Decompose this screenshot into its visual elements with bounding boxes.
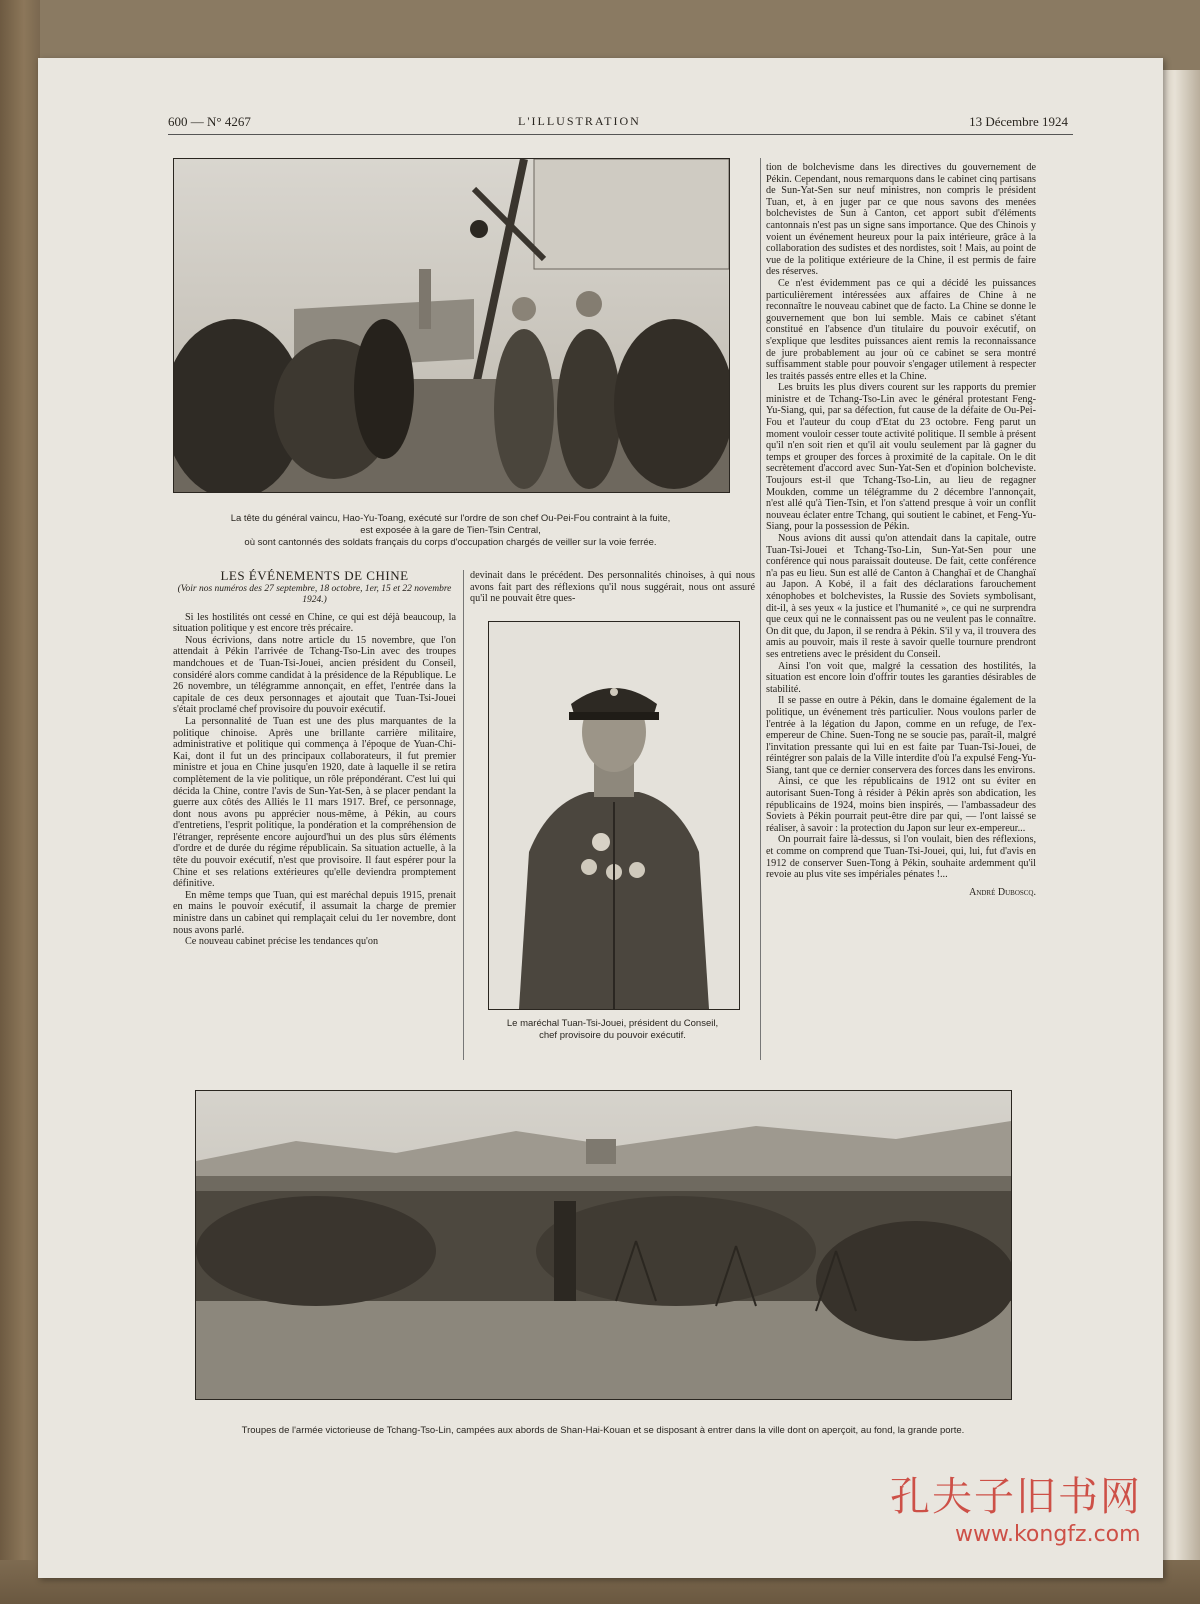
magazine-page bbox=[38, 58, 1163, 1578]
table-surface-left bbox=[0, 0, 40, 1604]
article-paragraph: On pourrait faire là-dessus, si l'on voulait, bien des réflexions, et comme on comprend que Tuan-Tsi-Jouei, qui, lui, fut d'avis en 1912 de conserver Suen-Tong à Pékin, souhaite ardemment qu'il revoie au plus vite ses impériales pénates !... bbox=[766, 834, 1036, 881]
photo1-caption-line: La tête du général vaincu, Hao-Yu-Toang, exécuté sur l'ordre de son chef Ou-Pei-Fou contraint à la fuite, bbox=[230, 513, 671, 524]
masthead: L'ILLUSTRATION bbox=[518, 114, 641, 128]
photo-tien-tsin-station bbox=[173, 158, 730, 493]
article-title: LES ÉVÉNEMENTS DE CHINE bbox=[220, 568, 409, 583]
article-paragraph: Ce n'est évidemment pas ce qui a décidé les puissances particulièrement intéressées aux affaires de Chine à ne reconnaître le nouveau cabinet que de facto. La Chine se donne le gouvernement que bon lui semble. Mais ce cabinet s'étant constitué en l'absence d'un titulaire du pouvoir exécutif, on s'explique que lesdites puissances aient remis la reconnaissance de jure probablement au jour où ce cabinet se sera montré suffisamment stable pour pouvoir s'engager utilement à respecter les traités passés entre elles et la Chine. bbox=[766, 277, 1036, 382]
photo1-caption-line: est exposée à la gare de Tien-Tsin Central, bbox=[360, 525, 541, 536]
article-paragraph: La personnalité de Tuan est une des plus marquantes de la politique chinoise. Après une brillante carrière militaire, administrative et politique qui commença à l'époque de Yuan-Chi-Kai, dont il fut un des principaux collaborateurs, il fut premier ministre et joua en Chine jusqu'en 1920, date à laquelle il se retira complètement de la vie politique, un rôle prépondérant. C'est lui qui décida la Chine, contre l'avis de Sun-Yat-Sen, à se placer pendant la guerre aux côtés des Alliés le 11 mars 1917. Bref, ce personnage, dont nous avons pu apprécier nous-même, à Pékin, au cours d'entretiens, l'esprit politique, la pondération et la compréhension de l'étranger, représente encore aujourd'hui un des plus sûrs éléments d'ordre et de durée du régime républicain. Sa situation actuelle, à la tête du pouvoir exécutif, n'est que provisoire. Il faut espérer pour la Chine et ses relations extérieures qu'elle deviendra promptement définitive. bbox=[173, 715, 456, 890]
column-divider bbox=[760, 158, 761, 1060]
photo-marshal-image bbox=[489, 622, 739, 1009]
photo2-caption-line: chef provisoire du pouvoir exécutif. bbox=[539, 1030, 686, 1041]
photo-marshal-portrait bbox=[488, 621, 740, 1010]
author-signature: André Duboscq. bbox=[969, 886, 1036, 898]
header-rule bbox=[168, 134, 1073, 135]
article-paragraph: Si les hostilités ont cessé en Chine, ce qui est déjà beaucoup, la situation politique y est encore très précaire. bbox=[173, 611, 456, 635]
article-paragraph: Ainsi, ce que les républicains de 1912 ont su éviter en autorisant Suen-Tong à résider à Pékin après son abdication, les républicains de 1924, moins bien inspirés, — l'ambassadeur des Soviets à Pékin pourrait peut-être dire par qui, — l'ont laissé se réaliser, à savoir : la protection du Japon sur leur ex-empereur... bbox=[766, 776, 1036, 834]
article-column-2-intro bbox=[470, 570, 755, 610]
article-paragraph: Ce nouveau cabinet précise les tendances qu'on bbox=[185, 936, 379, 948]
article-paragraph: tion de bolchevisme dans les directives du gouvernement de Pékin. Cependant, nous remarquons dans le cabinet cinq partisans de Sun-Yat-Sen sur neuf ministres, non compris le président Tuan, et, à en juger par ce que nous savons des menées bolchevistes de Sun à Canton, cet apport subit d'éléments cantonnais n'est pas un signe sans importance. Que des Chinois y voient un événement heureux pour la paix intérieure, grâce à la collaboration des sudistes et des nordistes, soit ! Mais, au point de vue de la politique extérieure de la Chine, il est permis de faire des réserves. bbox=[766, 162, 1036, 278]
photo2-caption bbox=[470, 1018, 755, 1042]
photo1-caption bbox=[158, 513, 743, 549]
article-paragraph: En même temps que Tuan, qui est maréchal depuis 1915, prenait en mains le pouvoir exécutif, il assumait la charge de premier ministre dans un cabinet qui remplaçait celui du 1er novembre, dont nous avons parlé. bbox=[173, 889, 456, 936]
article-paragraph: Ainsi l'on voit que, malgré la cessation des hostilités, la situation est encore loin d'offrir toutes les garanties désirables de stabilité. bbox=[766, 660, 1036, 695]
photo3-caption-line: Troupes de l'armée victorieuse de Tchang-Tso-Lin, campées aux abords de Shan-Hai-Kouan et se disposant à entrer dans la ville dont on aperçoit, au fond, la grande porte. bbox=[241, 1425, 965, 1436]
watermark-site-name: 孔夫子旧书网 bbox=[890, 1474, 1142, 1520]
article-column-1 bbox=[173, 570, 456, 1060]
article-paragraph: Nous écrivions, dans notre article du 15 novembre, que l'on attendait à Pékin l'arrivée de Tchang-Tso-Lin avec des troupes mandchoues et de Tuan-Tsi-Jouei, ancien président du Conseil, considéré alors comme candidat à la présidence de la République. Le 26 novembre, un télégramme annonçait, en effet, l'entrée dans la capitale de ces deux personnages et ajoutait que Tuan-Tsi-Jouei s'était proclamé chef provisoire du pouvoir exécutif. bbox=[173, 634, 456, 716]
column-divider bbox=[463, 570, 464, 1060]
article-paragraph: devinait dans le précédent. Des personnalités chinoises, à qui nous avons fait part des réflexions qu'il nous suggérait, nous ont assuré qu'il ne pouvait être ques- bbox=[470, 570, 755, 605]
article-subtitle: (Voir nos numéros des 27 septembre, 18 octobre, 1er, 15 et 22 novembre 1924.) bbox=[177, 583, 452, 605]
watermark-url: www.kongfz.com bbox=[955, 1522, 1141, 1547]
photo-troops-shan-hai-kouan bbox=[195, 1090, 1012, 1400]
article-column-3 bbox=[766, 162, 1036, 1062]
article-paragraph: Il se passe en outre à Pékin, dans le domaine également de la politique, un événement très particulier. Nous voulons parler de l'entrée à la légation du Japon, comme en un refuge, de l'ex-empereur de Chine. Suen-Tong ne se soucie pas, paraît-il, malgré l'invitation pressante qui lui en est faite par Tuan-Tsi-Jouei, de réintégrer son palais de la Ville interdite d'où l'a expulsé Feng-Yu-Siang, tant que ce dernier conservera des forces dans les environs. bbox=[766, 695, 1036, 776]
page-number: 600 — N° 4267 bbox=[168, 114, 251, 129]
issue-date: 13 Décembre 1924 bbox=[969, 114, 1068, 129]
photo1-caption-line: où sont cantonnés des soldats français du corps d'occupation chargés de veiller sur la voie ferrée. bbox=[244, 537, 657, 548]
photo-tien-tsin-image bbox=[174, 159, 729, 492]
photo2-caption-line: Le maréchal Tuan-Tsi-Jouei, président du Conseil, bbox=[506, 1018, 719, 1029]
photo3-caption bbox=[168, 1425, 1038, 1437]
article-paragraph: Les bruits les plus divers courent sur les rapports du premier ministre et de Tchang-Tso-Lin avec le général protestant Feng-Yu-Siang, qui, par sa défection, fut cause de la défaite de Ou-Pei-Fou et l'auteur du coup d'Etat du 23 octobre. Feng parut un moment vouloir cesser toute activité politique. Il semble à présent qu'il n'en soit rien et qu'il ait voulu seulement par là gagner du temps et grouper des forces à proximité de la capitale. On le dit secrètement d'accord avec Sun-Yat-Sen et d'opinion bolcheviste. Toujours est-il que Tchang-Tso-Lin, au lieu de regagner Moukden, comme un télégramme du 2 décembre l'annonçait, n'est allé qu'à Tien-Tsin, et l'on s'attend presque à voir un conflit nouveau éclater entre Tchang, qui soutient le cabinet, et Feng-Yu-Siang, pour la possession de Pékin. bbox=[766, 382, 1036, 533]
running-header bbox=[168, 114, 1068, 132]
photo-troops-image bbox=[196, 1091, 1011, 1399]
article-paragraph: Nous avions dit aussi qu'on attendait dans la capitale, outre Tuan-Tsi-Jouei et Tchang-Tso-Lin, Sun-Yat-Sen pour une conférence qui nous paraissait douteuse. De fait, cette conférence n'a pas eu lieu. Sun est allé de Canton à Changhaï et de Changhaï au Japon. A Kobé, il a fait des déclarations farouchement xénophobes et bolchevistes, la Russie des Soviets symbolisant, dit-il, à ses yeux « la justice et l'humanité », ce qui ne surprendra que ceux qui ne le connaissent pas ou ne veulent pas le connaître. On dit que, du Japon, il se rendra à Pékin. S'il y va, il trouvera des amis au pouvoir, mais il reste à savoir quelle tournure prendront ses entretiens avec le président du Conseil. bbox=[766, 533, 1036, 660]
